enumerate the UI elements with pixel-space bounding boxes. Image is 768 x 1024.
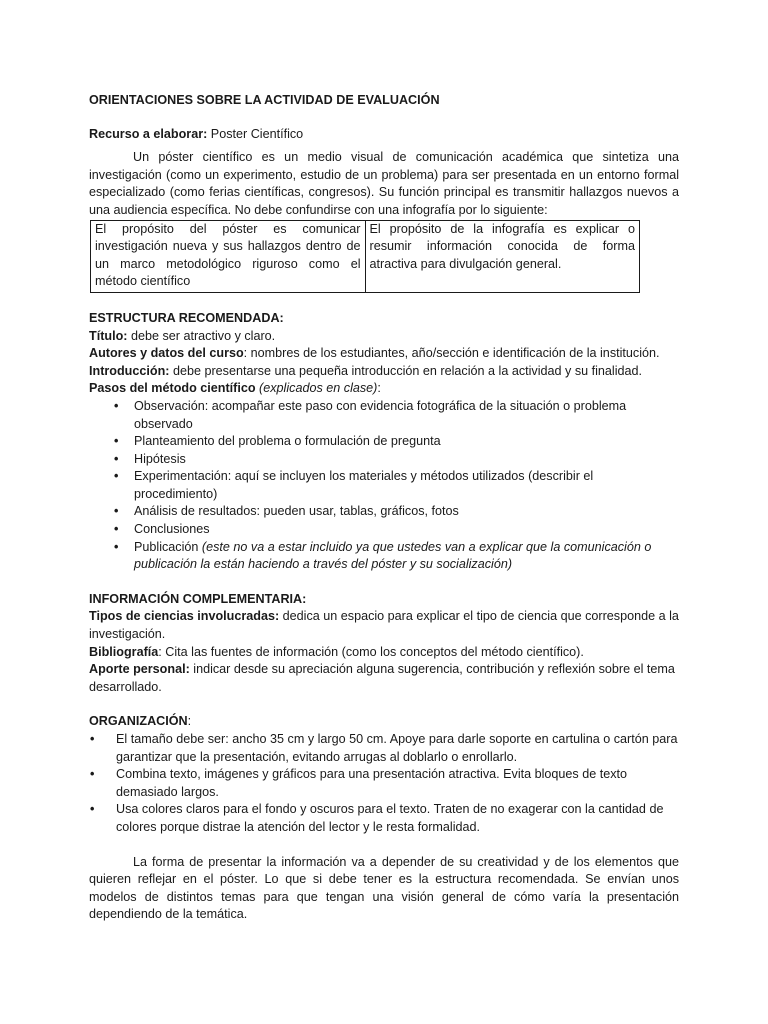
pasos-line <box>89 380 679 398</box>
step-text: Conclusiones <box>134 522 210 537</box>
document-content <box>89 92 679 924</box>
step-note: (este no va a estar incluido ya que ustedes van a explicar que la comunicación o publicación la están haciendo a través del póster y su socialización) <box>134 539 652 572</box>
organizacion-list <box>89 731 679 837</box>
list-item <box>89 468 679 503</box>
bibliografia-text: : Cita las fuentes de información (como los conceptos del método científico). <box>158 644 584 659</box>
aporte-line <box>89 661 679 696</box>
list-item <box>89 433 679 451</box>
organizacion-item-text: Combina texto, imágenes y gráficos para una presentación atractiva. Evita bloques de texto demasiado largos. <box>116 767 628 799</box>
organizacion-colon: : <box>187 714 192 729</box>
document-title: ORIENTACIONES SOBRE LA ACTIVIDAD DE EVALUACIÓN <box>89 93 440 107</box>
pasos-note: (explicados en clase) <box>255 381 378 396</box>
tipos-text: dedica un espacio para explicar el tipo de ciencia que corresponde a la investigación. <box>89 609 679 642</box>
organizacion-heading: ORGANIZACIÓN <box>89 714 188 729</box>
pasos-label: Pasos del método científico <box>89 381 256 396</box>
recurso-line <box>89 126 679 144</box>
step-text: Planteamiento del problema o formulación de pregunta <box>134 434 441 449</box>
steps-list <box>89 398 679 574</box>
bullet-icon: • <box>114 504 119 519</box>
recurso-label: Recurso a elaborar: <box>89 126 208 141</box>
organizacion-item-text: El tamaño debe ser: ancho 35 cm y largo 50 cm. Apoye para darle soporte en cartulina o cartón para garantizar que la presentación, evitando arrugas al doblarlo o enrollarlo. <box>116 732 678 764</box>
list-item <box>89 766 679 801</box>
bibliografia-label: Bibliografía <box>89 644 159 659</box>
bullet-icon: • <box>90 767 95 782</box>
list-item <box>89 539 679 574</box>
bullet-icon: • <box>114 539 119 554</box>
step-text: Análisis de resultados: pueden usar, tablas, gráficos, fotos <box>134 504 459 519</box>
list-item <box>89 521 679 539</box>
autores-label: Autores y datos del curso <box>89 346 244 361</box>
list-item <box>89 731 679 766</box>
complementaria-section <box>89 591 679 697</box>
autores-line <box>89 345 679 363</box>
list-item <box>89 451 679 469</box>
step-text: Hipótesis <box>134 451 186 466</box>
poster-purpose-cell: El propósito del póster es comunicar investigación nueva y sus hallazgos dentro de un marco metodológico riguroso como el método científico <box>91 220 366 292</box>
comparison-row <box>91 220 640 292</box>
list-item <box>89 398 679 433</box>
pasos-colon: : <box>377 381 381 396</box>
autores-text: : nombres de los estudiantes, año/sección e identificación de la institución. <box>243 346 660 361</box>
estructura-section <box>89 310 679 574</box>
organizacion-item-text: Usa colores claros para el fondo y oscuros para el texto. Traten de no exagerar con la cantidad de colores porque distrae la atención del lector y le resta formalidad. <box>116 802 664 834</box>
list-item <box>89 801 679 836</box>
titulo-label: Título: <box>89 328 128 343</box>
aporte-text: indicar desde su apreciación alguna sugerencia, contribución y reflexión sobre el tema desarrollado. <box>89 662 675 694</box>
titulo-line <box>89 328 679 346</box>
introduccion-line <box>89 363 679 381</box>
bullet-icon: • <box>114 434 119 449</box>
bullet-icon: • <box>114 451 119 466</box>
tipos-label: Tipos de ciencias involucradas: <box>89 609 280 624</box>
infografia-purpose-cell: El propósito de la infografía es explicar o resumir información conocida de forma atractiva para divulgación general. <box>365 220 640 292</box>
intro-paragraph: Un póster científico es un medio visual de comunicación académica que sintetiza una investigación (como un experimento, estudio de un problema) para ser presentada en un entorno formal especializado (como ferias científicas, congresos). Su función principal es transmitir hallazgos nuevos a una audiencia específica. No debe confundirse con una infografía por lo siguiente: <box>89 150 679 217</box>
comparison-table <box>90 220 640 293</box>
organizacion-section <box>89 713 679 836</box>
bibliografia-line <box>89 644 679 662</box>
step-text: Observación: acompañar este paso con evidencia fotográfica de la situación o problema observado <box>134 398 627 431</box>
recurso-value: Poster Científico <box>207 126 304 141</box>
tipos-line <box>89 608 679 643</box>
list-item <box>89 503 679 521</box>
estructura-heading: ESTRUCTURA RECOMENDADA: <box>89 310 284 325</box>
organizacion-heading-line <box>89 713 679 731</box>
bullet-icon: • <box>114 469 119 484</box>
introduccion-label: Introducción: <box>89 363 170 378</box>
aporte-label: Aporte personal: <box>89 662 190 677</box>
closing-paragraph: La forma de presentar la información va a depender de su creatividad y de los elementos que quieren reflejar en el póster. Lo que si debe tener es la estructura recomendada. Se envían unos modelos de distintos temas para que tengan una visión general de cómo varía la presentación dependiendo de la temática. <box>89 854 679 922</box>
bullet-icon: • <box>90 732 95 746</box>
bullet-icon: • <box>114 398 119 413</box>
complementaria-heading: INFORMACIÓN COMPLEMENTARIA: <box>89 591 307 606</box>
titulo-text: debe ser atractivo y claro. <box>127 328 276 343</box>
bullet-icon: • <box>114 522 119 537</box>
bullet-icon: • <box>90 802 95 817</box>
step-text: Experimentación: aquí se incluyen los materiales y métodos utilizados (describir el procedimiento) <box>134 469 594 501</box>
step-text: Publicación <box>134 539 202 554</box>
introduccion-text: debe presentarse una pequeña introducción en relación a la actividad y su finalidad. <box>169 363 643 378</box>
